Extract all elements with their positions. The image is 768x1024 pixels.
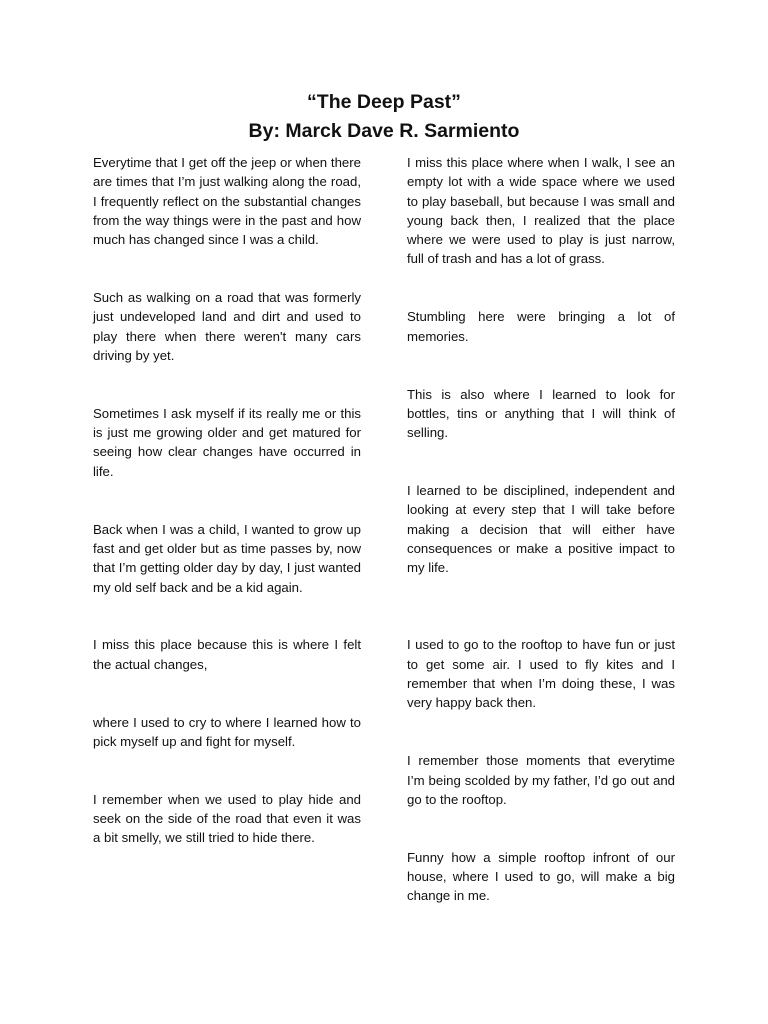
left-column bbox=[93, 153, 361, 848]
paragraph: Sometimes I ask myself if its really me or this is just me growing older and get matured for seeing how clear changes have occurred in life. bbox=[93, 405, 361, 479]
paragraph: I remember when we used to play hide and seek on the side of the road that even it was a bit smelly, we still tried to hide there. bbox=[93, 791, 361, 846]
document-title: “The Deep Past” bbox=[307, 91, 461, 113]
paragraph: Stumbling here were bringing a lot of memories. bbox=[407, 309, 675, 344]
document-byline: By: Marck Dave R. Sarmiento bbox=[248, 120, 520, 142]
paragraph: This is also where I learned to look for bottles, tins or anything that I will think of selling. bbox=[407, 386, 675, 441]
paragraph: I miss this place where when I walk, I see an empty lot with a wide space where we used to play baseball, but because I was small and young back then, I realized that the place where we were used to play is just narrow, full of trash and has a lot of grass. bbox=[407, 155, 675, 267]
paragraph: Back when I was a child, I wanted to grow up fast and get older but as time passes by, now that I’m getting older day by day, I just wanted my old self back and be a kid again. bbox=[93, 521, 361, 595]
right-column bbox=[407, 153, 675, 906]
title-block bbox=[0, 88, 768, 146]
paragraph: I learned to be disciplined, independent and looking at every step that I will take before making a decision that will either have consequences or make a positive impact to my life. bbox=[407, 483, 675, 576]
paragraph: I used to go to the rooftop to have fun or just to get some air. I used to fly kites and I remember that when I’m doing these, I was very happy back then. bbox=[407, 637, 675, 711]
paragraph: where I used to cry to where I learned how to pick myself up and fight for myself. bbox=[93, 714, 361, 749]
paragraph: Such as walking on a road that was formerly just undeveloped land and dirt and used to play there when there weren't many cars driving by yet. bbox=[93, 290, 361, 363]
paragraph: I miss this place because this is where I felt the actual changes, bbox=[93, 637, 361, 672]
paragraph: Everytime that I get off the jeep or when there are times that I’m just walking along the road, I frequently reflect on the substantial changes from the way things were in the past and how much has changed since I was a child. bbox=[93, 155, 361, 248]
paragraph: Funny how a simple rooftop infront of our house, where I used to go, will make a big change in me. bbox=[407, 849, 675, 904]
paragraph: I remember those moments that everytime I’m being scolded by my father, I’d go out and go to the rooftop. bbox=[407, 753, 675, 807]
